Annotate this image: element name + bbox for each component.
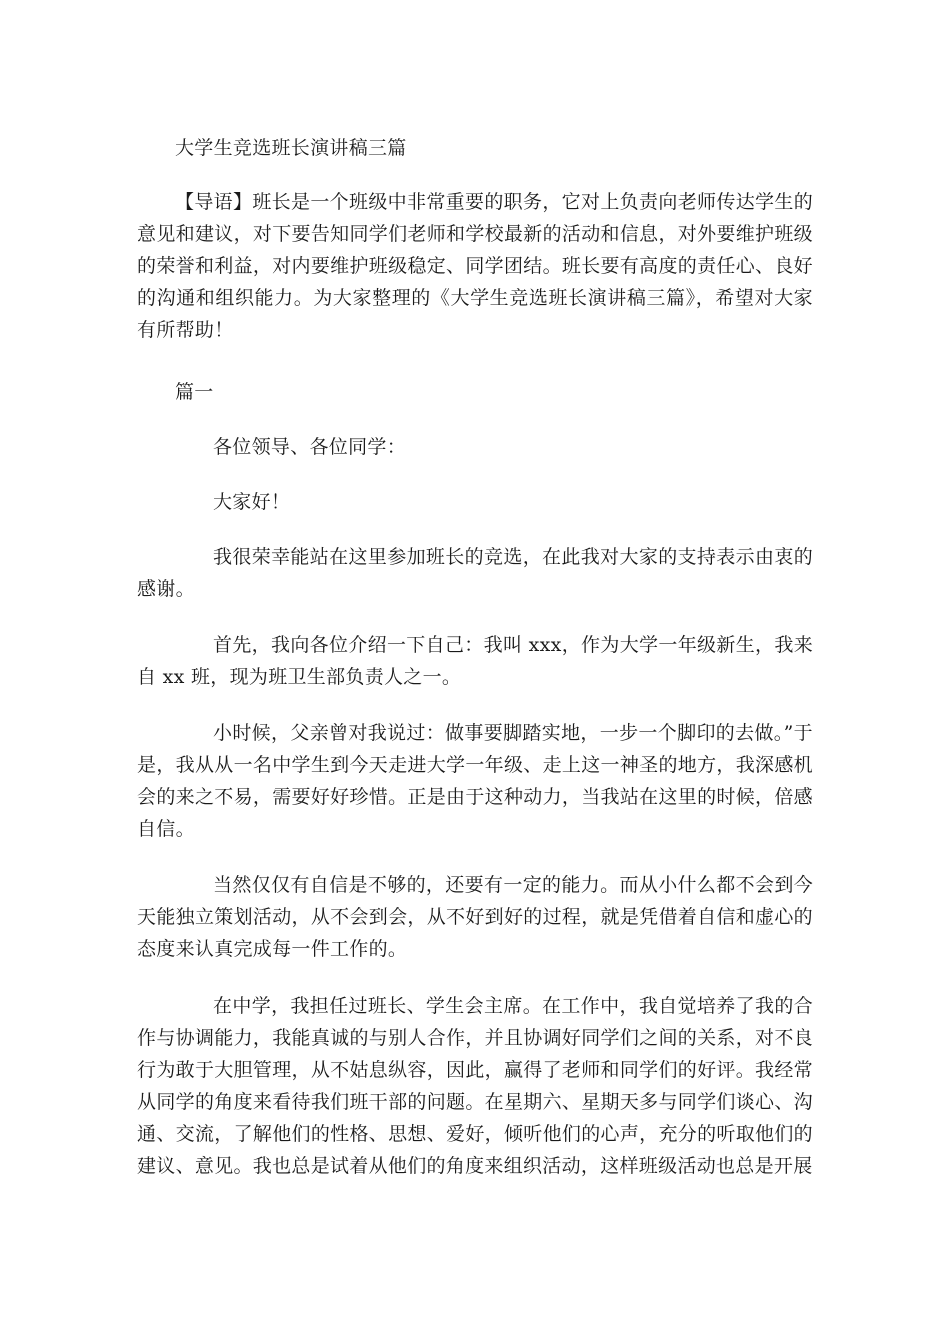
greeting: 大家好！ — [213, 491, 291, 513]
body-paragraph: 小时候，父亲曾对我说过：做事要脚踏实地，一步一个脚印的去做。”于是，我从从一名中学生到今天走进大学一年级、走上这一神圣的地方，我深感机会的来之不易，需要好好珍惜。正是由于这种动力，当我站在这里的时候，倍感自信。 — [137, 722, 813, 840]
body-paragraph: 在中学，我担任过班长、学生会主席。在工作中，我自觉培养了我的合作与协调能力，我能真诚的与别人合作，并且协调好同学们之间的关系，对不良行为敢于大胆管理，从不姑息纵容，因此，赢得了老师和同学们的好评。我经常从同学的角度来看待我们班干部的问题。在星期六、星期天多与同学们谈心、沟通、交流，了解他们的性格、思想、爱好，倾听他们的心声，充分的听取他们的建议、意见。我也总是试着从他们的角度来组织活动，这样班级活动也总是开展 — [137, 995, 813, 1177]
document-title: 大学生竞选班长演讲稿三篇 — [175, 137, 407, 159]
body-paragraph: 我很荣幸能站在这里参加班长的竞选，在此我对大家的支持表示由衷的感谢。 — [137, 546, 813, 600]
section-heading: 篇一 — [175, 381, 214, 403]
body-paragraph: 当然仅仅有自信是不够的，还要有一定的能力。而从小什么都不会到今天能独立策划活动，从不会到会，从不好到好的过程，就是凭借着自信和虚心的态度来认真完成每一件工作的。 — [137, 874, 813, 960]
intro-paragraph: 【导语】班长是一个班级中非常重要的职务，它对上负责向老师传达学生的意见和建议，对下要告知同学们老师和学校最新的活动和信息，对外要维护班级的荣誉和利益，对内要维护班级稳定、同学团结。班长要有高度的责任心、良好的沟通和组织能力。为大家整理的《大学生竞选班长演讲稿三篇》，希望对大家有所帮助！ — [137, 191, 813, 341]
salutation: 各位领导、各位同学： — [213, 436, 407, 458]
body-paragraph: 首先，我向各位介绍一下自己：我叫 xxx，作为大学一年级新生，我来自 xx 班，现为班卫生部负责人之一。 — [137, 634, 813, 688]
